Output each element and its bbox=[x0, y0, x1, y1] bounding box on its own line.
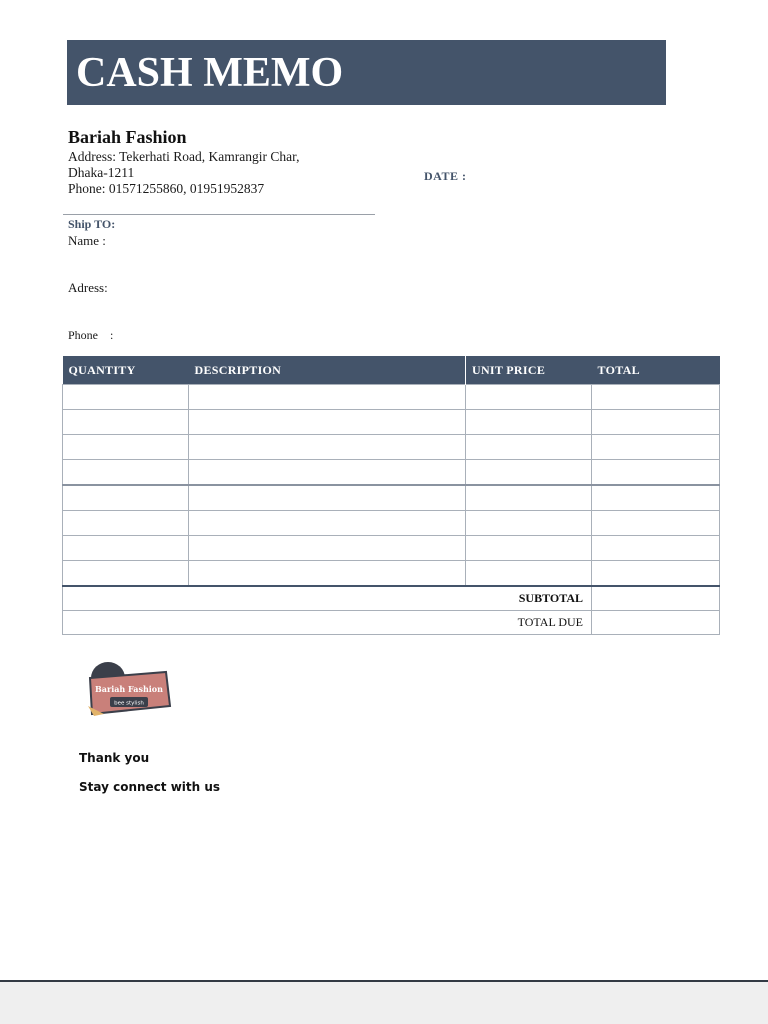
total-cell[interactable] bbox=[592, 435, 720, 460]
header-description: DESCRIPTION bbox=[189, 356, 466, 385]
table-row bbox=[63, 385, 720, 410]
company-name: Bariah Fashion bbox=[68, 127, 187, 147]
description-cell[interactable] bbox=[189, 485, 466, 511]
total-due-value-cell[interactable] bbox=[592, 611, 720, 635]
header-unit-price: UNIT PRICE bbox=[466, 356, 592, 385]
total-due-row bbox=[63, 611, 720, 635]
subtotal-row bbox=[63, 586, 720, 611]
header-quantity: QUANTITY bbox=[63, 356, 189, 385]
unit-price-cell[interactable] bbox=[466, 561, 592, 587]
item-rows bbox=[63, 385, 720, 587]
table-row bbox=[63, 485, 720, 511]
table-header-row bbox=[63, 356, 720, 385]
total-cell[interactable] bbox=[592, 511, 720, 536]
unit-price-cell[interactable] bbox=[466, 536, 592, 561]
header-total: TOTAL bbox=[592, 356, 720, 385]
total-cell[interactable] bbox=[592, 536, 720, 561]
ship-address-label: Adress: bbox=[68, 280, 108, 295]
total-due-label: TOTAL DUE bbox=[63, 611, 592, 635]
description-cell[interactable] bbox=[189, 536, 466, 561]
unit-price-cell[interactable] bbox=[466, 460, 592, 486]
table-row bbox=[63, 511, 720, 536]
subtotal-label: SUBTOTAL bbox=[63, 586, 592, 611]
quantity-cell[interactable] bbox=[63, 561, 189, 587]
ship-phone-label: Phone : bbox=[68, 328, 114, 342]
unit-price-cell[interactable] bbox=[466, 410, 592, 435]
description-cell[interactable] bbox=[189, 410, 466, 435]
bariah-fashion-logo bbox=[84, 656, 174, 720]
description-cell[interactable] bbox=[189, 385, 466, 410]
title-banner bbox=[67, 40, 666, 105]
unit-price-cell[interactable] bbox=[466, 435, 592, 460]
logo-brand-text: Bariah Fashion bbox=[95, 684, 163, 694]
company-address-line2: Dhaka-1211 bbox=[68, 165, 135, 180]
total-cell[interactable] bbox=[592, 485, 720, 511]
subtotal-value-cell[interactable] bbox=[592, 586, 720, 611]
logo-tagline-text: bee stylish bbox=[114, 700, 144, 707]
date-label: DATE : bbox=[424, 169, 467, 183]
company-phone: Phone: 01571255860, 01951952837 bbox=[68, 181, 265, 196]
divider bbox=[63, 214, 375, 215]
unit-price-cell[interactable] bbox=[466, 485, 592, 511]
ship-to-label: Ship TO: bbox=[68, 217, 116, 231]
ship-name-label: Name : bbox=[68, 233, 106, 248]
page-title: CASH MEMO bbox=[76, 50, 344, 96]
description-cell[interactable] bbox=[189, 460, 466, 486]
description-cell[interactable] bbox=[189, 511, 466, 536]
total-cell[interactable] bbox=[592, 410, 720, 435]
description-cell[interactable] bbox=[189, 435, 466, 460]
quantity-cell[interactable] bbox=[63, 536, 189, 561]
quantity-cell[interactable] bbox=[63, 460, 189, 486]
table-row bbox=[63, 561, 720, 587]
unit-price-cell[interactable] bbox=[466, 385, 592, 410]
company-address-line1: Address: Tekerhati Road, Kamrangir Char, bbox=[68, 149, 300, 164]
items-table bbox=[62, 356, 720, 635]
total-cell[interactable] bbox=[592, 561, 720, 587]
unit-price-cell[interactable] bbox=[466, 511, 592, 536]
viewer-bottom-bar bbox=[0, 980, 768, 1024]
table-row bbox=[63, 536, 720, 561]
quantity-cell[interactable] bbox=[63, 435, 189, 460]
total-cell[interactable] bbox=[592, 385, 720, 410]
table-row bbox=[63, 410, 720, 435]
quantity-cell[interactable] bbox=[63, 485, 189, 511]
quantity-cell[interactable] bbox=[63, 385, 189, 410]
table-row bbox=[63, 435, 720, 460]
quantity-cell[interactable] bbox=[63, 410, 189, 435]
total-cell[interactable] bbox=[592, 460, 720, 486]
table-row bbox=[63, 460, 720, 486]
thank-you-text: Thank you bbox=[79, 751, 150, 765]
stay-connected-text: Stay connect with us bbox=[79, 780, 221, 794]
quantity-cell[interactable] bbox=[63, 511, 189, 536]
description-cell[interactable] bbox=[189, 561, 466, 587]
